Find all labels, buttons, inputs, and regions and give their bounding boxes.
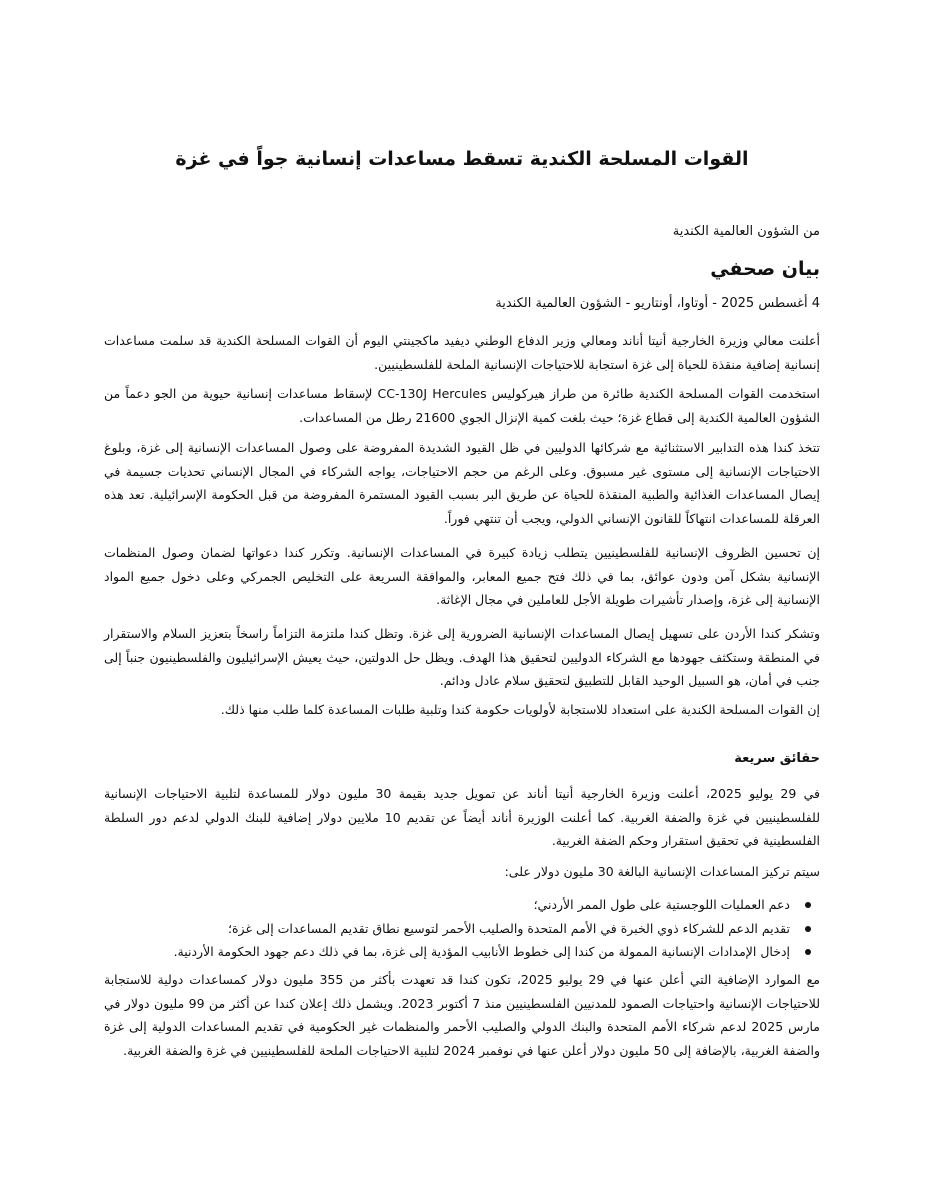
quick-facts-list <box>104 893 820 964</box>
list-item <box>104 940 820 964</box>
list-item <box>104 917 820 941</box>
quick-facts-intro: سيتم تركيز المساعدات الإنسانية البالغة 30 مليون دولار على: <box>504 864 820 879</box>
list-item-text: تقديم الدعم للشركاء ذوي الخبرة في الأمم المتحدة والصليب الأحمر لتوسيع نطاق تقديم المساعدات إلى غزة؛ <box>228 920 790 936</box>
body-paragraph: أعلنت معالي وزيرة الخارجية أنيتا أناند ومعالي وزير الدفاع الوطني ديفيد ماكجينتي اليوم أن القوات المسلحة الكندية قد سلمت مساعدات إنسانية إضافية منقذة للحياة إلى غزة استجابة للاحتياجات الإنسانية الملحة للفلسطينيين. <box>104 333 820 372</box>
document-type-heading: بيان صحفي <box>710 258 820 280</box>
source-line: من الشؤون العالمية الكندية <box>672 224 820 239</box>
body-paragraph: إن القوات المسلحة الكندية على استعداد للاستجابة لأولويات حكومة كندا وتلبية طلبات المساعدة كلما طلب منها ذلك. <box>220 702 820 717</box>
body-paragraph: تتخذ كندا هذه التدابير الاستثنائية مع شركائها الدوليين في ظل القيود الشديدة المفروضة على وصول المساعدات الإنسانية إلى غزة، وبلوغ الاحتياجات الإنسانية إلى مستوى غير مسبوق. وعلى الرغم من حجم الاحتياجات، يواجه الشركاء في المجال الإنساني تحديات جسيمة في إيصال المساعدات الغذائية والطبية المنقذة للحياة عن طريق البر بسبب القيود المستمرة المفروضة من قبل الحكومة الإسرائيلية. تعد هذه العرقلة للمساعدات انتهاكاً للقانون الإنساني الدولي، ويجب أن تنتهي فوراً. <box>104 440 820 526</box>
body-paragraph: استخدمت القوات المسلحة الكندية طائرة من طراز هيركوليس CC-130J Hercules لإسقاط مساعدات إنسانية حيوية من الجو دعماً من الشؤون العالمية الكندية إلى قطاع غزة؛ حيث بلغت كمية الإنزال الجوي 21600 رطل من المساعدات. <box>104 386 820 425</box>
dateline: 4 أغسطس 2025 - أوتاوا، أونتاريو - الشؤون العالمية الكندية <box>495 296 820 311</box>
bullet-icon <box>805 949 811 955</box>
bullet-icon <box>805 902 811 908</box>
quick-facts-paragraph: مع الموارد الإضافية التي أعلن عنها في 29 يوليو 2025، تكون كندا قد تعهدت بأكثر من 355 مليون دولار كمساعدات دولية للاستجابة للاحتياجات الإنسانية واحتياجات الصمود للمدنيين الفلسطينيين منذ 7 أكتوبر 2023. ويشمل ذلك إعلان كندا عن أكثر من 99 مليون دولار في مارس 2025 لدعم شركاء الأمم المتحدة والبنك الدولي والصليب الأحمر والمنظمات غير الحكومية في تقديم المساعدات الدولية إلى غزة والضفة الغربية، بالإضافة إلى 50 مليون دولار أعلن عنها في نوفمبر 2024 لتلبية الاحتياجات الملحة للفلسطينيين في غزة والضفة الغربية. <box>104 972 821 1058</box>
list-item-text: دعم العمليات اللوجستية على طول الممر الأردني؛ <box>533 897 790 912</box>
page-title: القوات المسلحة الكندية تسقط مساعدات إنسانية جواً في غزة <box>175 148 749 170</box>
quick-facts-heading: حقائق سريعة <box>734 751 820 766</box>
quick-facts-paragraph: في 29 يوليو 2025، أعلنت وزيرة الخارجية أنيتا أناند عن تمويل جديد بقيمة 30 مليون دولار للمساعدة لتلبية الاحتياجات الإنسانية للفلسطينيين في غزة والضفة الغربية. كما أعلنت الوزيرة أناند أيضاً عن تقديم 10 ملايين دولار إضافية للبنك الدولي لدعم دور السلطة الفلسطينية في تحقيق استقرار وحكم الضفة الغربية. <box>104 786 821 848</box>
list-item-text: إدخال الإمدادات الإنسانية الممولة من كندا إلى خطوط الأنابيب المؤدية إلى غزة، بما في ذلك دعم جهود الحكومة الأردنية. <box>173 944 790 959</box>
list-item <box>104 893 820 917</box>
body-paragraph: وتشكر كندا الأردن على تسهيل إيصال المساعدات الإنسانية الضرورية إلى غزة. وتظل كندا ملتزمة التزاماً راسخاً بتعزيز السلام والاستقرار في المنطقة وستكثف جهودها مع الشركاء الدوليين لتحقيق هذا الهدف. ويظل حل الدولتين، حيث يعيش الإسرائيليون والفلسطينيون جنباً إلى جنب في أمان، هو السبيل الوحيد القابل للتطبيق لتحقيق سلام عادل ودائم. <box>104 626 820 688</box>
bullet-icon <box>805 926 811 932</box>
body-paragraph: إن تحسين الظروف الإنسانية للفلسطينيين يتطلب زيادة كبيرة في المساعدات الإنسانية. وتكرر كندا دعواتها لضمان وصول المنظمات الإنسانية بشكل آمن ودون عوائق، بما في ذلك فتح جميع المعابر، والموافقة السريعة على التخليص الجمركي وعلى دخول جميع المواد الإنسانية إلى غزة، وإصدار تأشيرات طويلة الأجل للعاملين في مجال الإغاثة. <box>104 545 820 607</box>
